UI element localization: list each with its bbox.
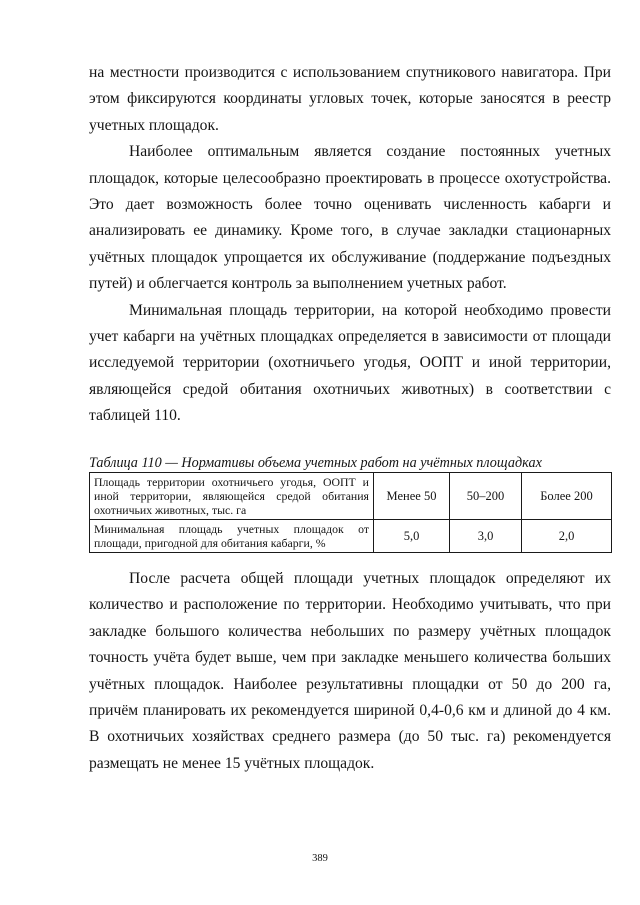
table-column-header: Более 200 bbox=[522, 473, 612, 520]
body-text-bottom bbox=[89, 566, 611, 777]
table-row-label: Минимальная площадь учетных площадок от площади, пригодной для обитания кабарги, % bbox=[90, 520, 374, 553]
paragraph: на местности производится с использованием спутникового навигатора. При этом фиксируются координаты угловых точек, которые заносятся в реестр учетных площадок. bbox=[89, 64, 611, 134]
table-row bbox=[90, 473, 612, 520]
body-text-top bbox=[89, 60, 611, 430]
page-number: 389 bbox=[312, 853, 328, 864]
table-header-label: Площадь территории охотничьего угодья, ООПТ и иной территории, являющейся средой обитания охотничьих животных, тыс. га bbox=[90, 473, 374, 520]
paragraph: Минимальная площадь территории, на которой необходимо провести учет кабарги на учётных площадках определяется в зависимости от площади исследуемой территории (охотничьего угодья, ООПТ и иной территории, являющейся средой обитания охотничьих животных) в соответствии с таблицей 110. bbox=[89, 301, 611, 425]
paragraph: Наиболее оптимальным является создание постоянных учетных площадок, которые целесообразно проектировать в процессе охотустройства. Это дает возможность более точно оценивать численность кабарги и анализировать ее динамику. Кроме того, в случае закладки стационарных учётных площадок упрощается их обслуживание (поддержание подъездных путей) и облегчается контроль за выполнением учетных работ. bbox=[89, 143, 611, 293]
norms-table bbox=[89, 472, 612, 553]
paragraph: После расчета общей площади учетных площадок определяют их количество и расположение по территории. Необходимо учитывать, что при закладке большого количества небольших по размеру учётных площадок точность учёта будет выше, чем при закладке меньшего количества больших учётных площадок. Наиболее результативны площадки от 50 до 200 га, причём планировать их рекомендуется шириной 0,4-0,6 км и длиной до 4 км. В охотничьих хозяйствах среднего размера (до 50 тыс. га) рекомендуется размещать не менее 15 учётных площадок. bbox=[89, 570, 611, 772]
table-cell: 2,0 bbox=[522, 520, 612, 553]
table-column-header: Менее 50 bbox=[374, 473, 450, 520]
table-cell: 5,0 bbox=[374, 520, 450, 553]
table-cell: 3,0 bbox=[450, 520, 522, 553]
table-column-header: 50–200 bbox=[450, 473, 522, 520]
table-caption: Таблица 110 — Нормативы объема учетных работ на учётных площадках bbox=[89, 455, 542, 471]
table-row bbox=[90, 520, 612, 553]
